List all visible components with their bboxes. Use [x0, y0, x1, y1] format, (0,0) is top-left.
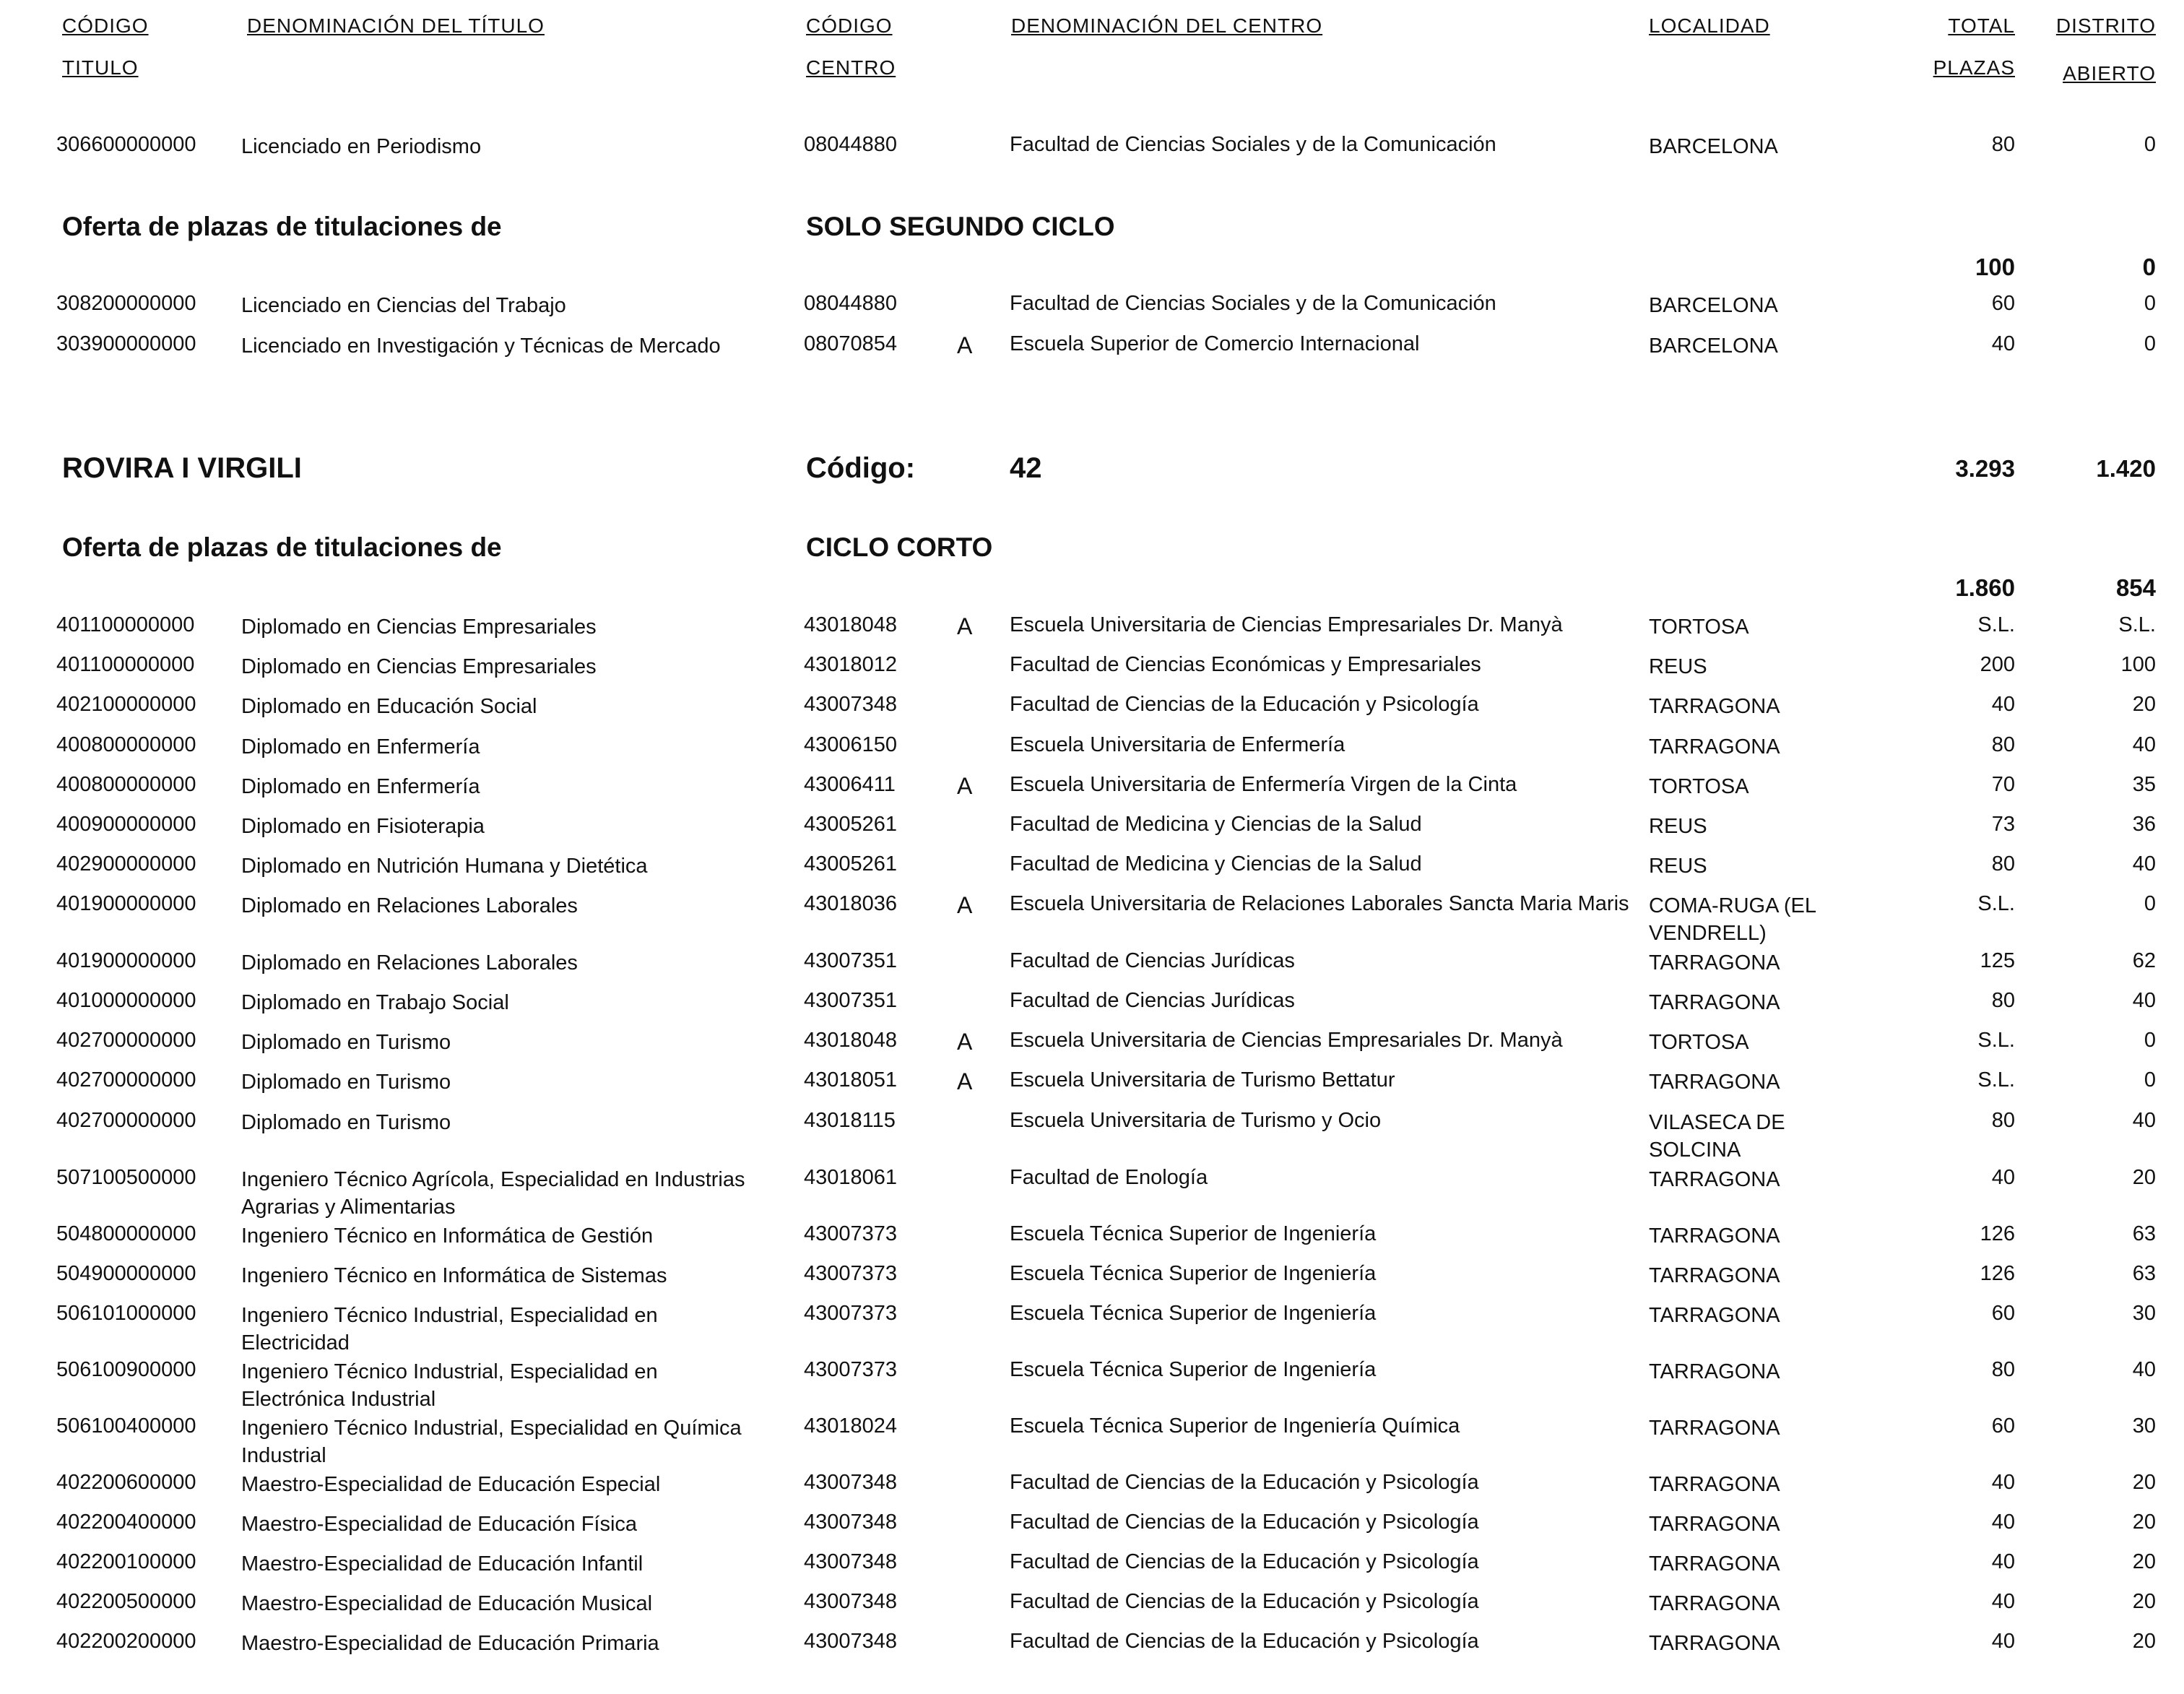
total-plazas: 40 — [1991, 1471, 2015, 1494]
localidad: REUS — [1649, 855, 1707, 878]
table-row — [0, 1358, 2184, 1411]
codigo-titulo: 504800000000 — [56, 1222, 196, 1245]
codigo-centro: 08044880 — [804, 133, 898, 156]
denominacion-titulo: Maestro-Especialidad de Educación Infantil — [241, 1552, 644, 1576]
codigo-titulo: 402200600000 — [56, 1471, 196, 1494]
localidad: TORTOSA — [1649, 1031, 1749, 1054]
codigo-titulo: 402200500000 — [56, 1590, 196, 1613]
codigo-centro: 43007351 — [804, 949, 898, 972]
localidad: TARRAGONA — [1649, 695, 1780, 718]
total-plazas: 40 — [1991, 1590, 2015, 1613]
table-row — [0, 989, 2184, 1029]
denominacion-titulo: Licenciado en Periodismo — [241, 135, 482, 158]
localidad: TARRAGONA — [1649, 1168, 1780, 1191]
localidad: TARRAGONA — [1649, 1592, 1780, 1615]
table-row — [0, 1511, 2184, 1551]
total-plazas: 126 — [1980, 1222, 2015, 1245]
distrito-abierto: 63 — [2132, 1222, 2156, 1245]
localidad: TARRAGONA — [1649, 1071, 1780, 1094]
section-heading-label: Oferta de plazas de titulaciones de — [62, 532, 502, 562]
total-plazas: S.L. — [1977, 613, 2015, 636]
codigo-centro: 43007373 — [804, 1222, 898, 1245]
codigo-centro: 43018024 — [804, 1414, 898, 1438]
total-plazas: 40 — [1991, 1166, 2015, 1189]
codigo-titulo: 400800000000 — [56, 733, 196, 756]
distrito-abierto: 30 — [2132, 1414, 2156, 1438]
table-row — [0, 1166, 2184, 1219]
table-row — [0, 813, 2184, 853]
total-plazas: 80 — [1991, 989, 2015, 1012]
codigo-titulo: 507100500000 — [56, 1166, 196, 1189]
codigo-titulo: 402700000000 — [56, 1109, 196, 1132]
header-codigo-centro-line1: CÓDIGO — [806, 14, 893, 37]
total-plazas: 80 — [1991, 1109, 2015, 1132]
adscrito-mark: A — [957, 773, 973, 799]
total-plazas: 126 — [1980, 1262, 2015, 1285]
header-total-line2: PLAZAS — [1933, 56, 2015, 79]
codigo-centro: 43018061 — [804, 1166, 898, 1189]
total-plazas: 40 — [1991, 693, 2015, 716]
denominacion-titulo: Maestro-Especialidad de Educación Física — [241, 1513, 638, 1536]
localidad: BARCELONA — [1649, 334, 1778, 358]
denominacion-centro: Facultad de Ciencias Sociales y de la Comunicación — [1010, 292, 1496, 315]
table-row — [0, 1414, 2184, 1467]
codigo-centro: 08044880 — [804, 292, 898, 315]
distrito-abierto: 40 — [2132, 989, 2156, 1012]
codigo-centro: 43005261 — [804, 852, 898, 876]
codigo-centro: 43007373 — [804, 1262, 898, 1285]
localidad: TARRAGONA — [1649, 735, 1780, 759]
codigo-titulo: 506100400000 — [56, 1414, 196, 1438]
denominacion-titulo: Licenciado en Ciencias del Trabajo — [241, 294, 566, 317]
denominacion-centro: Escuela Universitaria de Turismo Bettatur — [1010, 1068, 1395, 1092]
codigo-centro: 43018048 — [804, 1029, 898, 1052]
codigo-centro: 43007351 — [804, 989, 898, 1012]
denominacion-centro: Facultad de Ciencias de la Educación y Psicología — [1010, 693, 1479, 716]
codigo-titulo: 400900000000 — [56, 813, 196, 836]
denominacion-centro: Facultad de Enología — [1010, 1166, 1208, 1189]
table-row — [0, 1550, 2184, 1591]
total-plazas: S.L. — [1977, 892, 2015, 915]
localidad: TARRAGONA — [1649, 1264, 1780, 1287]
denominacion-centro: Escuela Universitaria de Relaciones Laborales Sancta Maria Maris — [1010, 892, 1629, 915]
codigo-titulo: 401100000000 — [56, 653, 195, 676]
adscrito-mark: A — [957, 1029, 973, 1055]
codigo-centro: 08070854 — [804, 332, 898, 355]
denominacion-centro: Facultad de Ciencias Jurídicas — [1010, 949, 1295, 972]
table-row — [0, 949, 2184, 990]
header-distrito-line2: ABIERTO — [2063, 62, 2156, 85]
codigo-titulo: 401900000000 — [56, 949, 196, 972]
total-plazas: 80 — [1991, 733, 2015, 756]
denominacion-titulo: Ingeniero Técnico en Informática de Sistemas — [241, 1264, 667, 1287]
adscrito-mark: A — [957, 332, 973, 358]
codigo-titulo: 402700000000 — [56, 1029, 196, 1052]
distrito-abierto: 20 — [2132, 1166, 2156, 1189]
denominacion-titulo: Diplomado en Relaciones Laborales — [241, 894, 578, 917]
section-distrito-abierto: 0 — [2142, 254, 2156, 280]
table-row — [0, 1302, 2184, 1354]
distrito-abierto: 35 — [2132, 773, 2156, 796]
localidad: VILASECA DE SOLCINA — [1649, 1111, 1785, 1162]
table-row — [0, 292, 2184, 332]
codigo-titulo: 306600000000 — [56, 133, 196, 156]
section-total-plazas: 100 — [1975, 254, 2015, 280]
denominacion-centro: Facultad de Ciencias Sociales y de la Comunicación — [1010, 133, 1496, 156]
section-total-plazas: 1.860 — [1955, 574, 2015, 601]
distrito-abierto: 0 — [2144, 1029, 2156, 1052]
localidad: TARRAGONA — [1649, 1417, 1780, 1440]
distrito-abierto: 0 — [2144, 292, 2156, 315]
table-row — [0, 1471, 2184, 1511]
codigo-centro: 43018115 — [804, 1109, 896, 1132]
denominacion-centro: Escuela Universitaria de Ciencias Empresariales Dr. Manyà — [1010, 613, 1563, 636]
total-plazas: 70 — [1991, 773, 2015, 796]
localidad: TARRAGONA — [1649, 1473, 1780, 1496]
denominacion-titulo: Ingeniero Técnico Industrial, Especialidad en Química Industrial — [241, 1417, 742, 1467]
denominacion-centro: Escuela Técnica Superior de Ingeniería — [1010, 1262, 1377, 1285]
total-plazas: 125 — [1980, 949, 2015, 972]
denominacion-titulo: Diplomado en Nutrición Humana y Dietética — [241, 855, 648, 878]
table-row — [0, 1262, 2184, 1302]
codigo-centro: 43006411 — [804, 773, 896, 796]
codigo-titulo: 308200000000 — [56, 292, 196, 315]
denominacion-centro: Escuela Técnica Superior de Ingeniería — [1010, 1222, 1377, 1245]
distrito-abierto: 36 — [2132, 813, 2156, 836]
localidad: REUS — [1649, 815, 1707, 838]
denominacion-centro: Facultad de Ciencias de la Educación y Psicología — [1010, 1630, 1479, 1653]
localidad: BARCELONA — [1649, 135, 1778, 158]
codigo-titulo: 401000000000 — [56, 989, 196, 1012]
header-codigo-centro-line2: CENTRO — [806, 56, 896, 79]
localidad: TARRAGONA — [1649, 991, 1780, 1014]
header-codigo-titulo-line2: TITULO — [62, 56, 139, 79]
denominacion-centro: Facultad de Ciencias de la Educación y Psicología — [1010, 1550, 1479, 1573]
codigo-titulo: 402200200000 — [56, 1630, 196, 1653]
header-total-line1: TOTAL — [1948, 14, 2015, 37]
codigo-centro: 43018048 — [804, 613, 898, 636]
denominacion-centro: Facultad de Ciencias de la Educación y Psicología — [1010, 1471, 1479, 1494]
codigo-titulo: 402700000000 — [56, 1068, 196, 1092]
codigo-centro: 43007348 — [804, 1550, 898, 1573]
distrito-abierto: 20 — [2132, 1630, 2156, 1653]
localidad: TARRAGONA — [1649, 1513, 1780, 1536]
header-codigo-centro — [806, 14, 896, 79]
localidad: TORTOSA — [1649, 615, 1749, 639]
denominacion-centro: Escuela Técnica Superior de Ingeniería Química — [1010, 1414, 1460, 1438]
total-plazas: 80 — [1991, 133, 2015, 156]
distrito-abierto: 20 — [2132, 1471, 2156, 1494]
total-plazas: 40 — [1991, 1511, 2015, 1534]
denominacion-centro: Facultad de Ciencias de la Educación y Psicología — [1010, 1590, 1479, 1613]
codigo-centro: 43018051 — [804, 1068, 898, 1092]
codigo-centro: 43007348 — [804, 1511, 898, 1534]
codigo-centro: 43007348 — [804, 693, 898, 716]
section-heading-type: SOLO SEGUNDO CICLO — [806, 212, 1115, 241]
codigo-centro: 43007373 — [804, 1358, 898, 1381]
denominacion-titulo: Ingeniero Técnico Industrial, Especialidad en Electrónica Industrial — [241, 1360, 658, 1411]
table-row — [0, 1222, 2184, 1263]
adscrito-mark: A — [957, 613, 973, 639]
header-distrito-abierto — [2029, 14, 2156, 85]
denominacion-titulo: Diplomado en Fisioterapia — [241, 815, 485, 838]
section-heading-label: Oferta de plazas de titulaciones de — [62, 212, 502, 241]
denominacion-titulo: Diplomado en Enfermería — [241, 735, 480, 759]
table-row — [0, 693, 2184, 733]
total-plazas: S.L. — [1977, 1029, 2015, 1052]
total-plazas: 80 — [1991, 852, 2015, 876]
codigo-titulo: 402100000000 — [56, 693, 196, 716]
total-plazas: 40 — [1991, 1550, 2015, 1573]
distrito-abierto: 40 — [2132, 1358, 2156, 1381]
header-denominacion-centro: DENOMINACIÓN DEL CENTRO — [1011, 14, 1323, 37]
denominacion-centro: Escuela Universitaria de Ciencias Empresariales Dr. Manyà — [1010, 1029, 1563, 1052]
denominacion-titulo: Ingeniero Técnico Industrial, Especialidad en Electricidad — [241, 1304, 658, 1354]
table-row — [0, 733, 2184, 774]
section-heading-type: CICLO CORTO — [806, 532, 993, 562]
denominacion-titulo: Licenciado en Investigación y Técnicas de Mercado — [241, 334, 721, 358]
codigo-titulo: 506101000000 — [56, 1302, 196, 1325]
total-plazas: 60 — [1991, 292, 2015, 315]
total-plazas: 60 — [1991, 1302, 2015, 1325]
table-row — [0, 773, 2184, 813]
codigo-titulo: 402200100000 — [56, 1550, 196, 1573]
codigo-titulo: 401100000000 — [56, 613, 195, 636]
denominacion-centro: Escuela Universitaria de Turismo y Ocio — [1010, 1109, 1382, 1132]
total-plazas: 40 — [1991, 332, 2015, 355]
header-total-plazas — [1907, 14, 2015, 79]
distrito-abierto: 40 — [2132, 1109, 2156, 1132]
denominacion-titulo: Diplomado en Turismo — [241, 1031, 451, 1054]
denominacion-centro: Facultad de Ciencias Económicas y Empresariales — [1010, 653, 1481, 676]
header-codigo-titulo — [62, 14, 149, 79]
denominacion-titulo: Diplomado en Enfermería — [241, 775, 480, 798]
university-name: ROVIRA I VIRGILI — [62, 452, 302, 484]
header-codigo-titulo-line1: CÓDIGO — [62, 14, 149, 37]
denominacion-titulo: Ingeniero Técnico Agrícola, Especialidad en Industrias Agrarias y Alimentarias — [241, 1168, 745, 1219]
denominacion-centro: Escuela Universitaria de Enfermería Virgen de la Cinta — [1010, 773, 1517, 796]
table-row — [0, 613, 2184, 654]
distrito-abierto: 62 — [2132, 949, 2156, 972]
codigo-titulo: 402900000000 — [56, 852, 196, 876]
section-distrito-abierto: 854 — [2115, 574, 2156, 601]
total-plazas: 40 — [1991, 1630, 2015, 1653]
distrito-abierto: 20 — [2132, 693, 2156, 716]
denominacion-centro: Facultad de Medicina y Ciencias de la Salud — [1010, 852, 1422, 876]
denominacion-centro: Facultad de Ciencias Jurídicas — [1010, 989, 1295, 1012]
distrito-abierto: 0 — [2144, 892, 2156, 915]
distrito-abierto: 63 — [2132, 1262, 2156, 1285]
total-plazas: 80 — [1991, 1358, 2015, 1381]
codigo-centro: 43018012 — [804, 653, 898, 676]
denominacion-titulo: Diplomado en Educación Social — [241, 695, 537, 718]
table-row — [0, 1068, 2184, 1109]
header-localidad: LOCALIDAD — [1649, 14, 1770, 37]
localidad: TARRAGONA — [1649, 1224, 1780, 1248]
localidad: TORTOSA — [1649, 775, 1749, 798]
denominacion-titulo: Diplomado en Turismo — [241, 1071, 451, 1094]
table-row — [0, 1590, 2184, 1630]
denominacion-centro: Facultad de Ciencias de la Educación y Psicología — [1010, 1511, 1479, 1534]
university-code-label: Código: — [806, 452, 916, 484]
table-row — [0, 852, 2184, 893]
denominacion-centro: Escuela Técnica Superior de Ingeniería — [1010, 1302, 1377, 1325]
codigo-centro: 43007348 — [804, 1630, 898, 1653]
distrito-abierto: 0 — [2144, 1068, 2156, 1092]
adscrito-mark: A — [957, 1068, 973, 1094]
distrito-abierto: 40 — [2132, 733, 2156, 756]
distrito-abierto: 40 — [2132, 852, 2156, 876]
localidad: REUS — [1649, 655, 1707, 678]
denominacion-centro: Escuela Superior de Comercio Internacional — [1010, 332, 1420, 355]
distrito-abierto: 20 — [2132, 1590, 2156, 1613]
university-code: 42 — [1010, 452, 1042, 484]
localidad: TARRAGONA — [1649, 951, 1780, 975]
distrito-abierto: 100 — [2120, 653, 2156, 676]
distrito-abierto: S.L. — [2118, 613, 2156, 636]
distrito-abierto: 20 — [2132, 1550, 2156, 1573]
denominacion-titulo: Diplomado en Ciencias Empresariales — [241, 655, 597, 678]
codigo-centro: 43006150 — [804, 733, 898, 756]
localidad: TARRAGONA — [1649, 1632, 1780, 1655]
table-row — [0, 133, 2184, 173]
denominacion-titulo: Maestro-Especialidad de Educación Primaria — [241, 1632, 659, 1655]
total-plazas: 73 — [1991, 813, 2015, 836]
localidad: TARRAGONA — [1649, 1552, 1780, 1576]
table-row — [0, 1109, 2184, 1162]
denominacion-centro: Escuela Universitaria de Enfermería — [1010, 733, 1346, 756]
distrito-abierto: 30 — [2132, 1302, 2156, 1325]
table-row — [0, 1630, 2184, 1670]
denominacion-centro: Escuela Técnica Superior de Ingeniería — [1010, 1358, 1377, 1381]
localidad: TARRAGONA — [1649, 1360, 1780, 1383]
total-plazas: 200 — [1980, 653, 2015, 676]
denominacion-titulo: Diplomado en Trabajo Social — [241, 991, 509, 1014]
adscrito-mark: A — [957, 892, 973, 918]
denominacion-titulo: Ingeniero Técnico en Informática de Gestión — [241, 1224, 654, 1248]
codigo-titulo: 400800000000 — [56, 773, 196, 796]
codigo-titulo: 401900000000 — [56, 892, 196, 915]
table-row — [0, 332, 2184, 373]
codigo-titulo: 504900000000 — [56, 1262, 196, 1285]
codigo-centro: 43018036 — [804, 892, 898, 915]
header-distrito-line1: DISTRITO — [2055, 14, 2156, 37]
distrito-abierto: 20 — [2132, 1511, 2156, 1534]
localidad: BARCELONA — [1649, 294, 1778, 317]
localidad: COMA-RUGA (EL VENDRELL) — [1649, 894, 1816, 945]
university-total-plazas: 3.293 — [1955, 455, 2015, 482]
codigo-centro: 43007348 — [804, 1471, 898, 1494]
denominacion-titulo: Maestro-Especialidad de Educación Musical — [241, 1592, 653, 1615]
codigo-titulo: 506100900000 — [56, 1358, 196, 1381]
denominacion-centro: Facultad de Medicina y Ciencias de la Salud — [1010, 813, 1422, 836]
distrito-abierto: 0 — [2144, 133, 2156, 156]
denominacion-titulo: Diplomado en Turismo — [241, 1111, 451, 1134]
codigo-centro: 43005261 — [804, 813, 898, 836]
table-row — [0, 653, 2184, 693]
denominacion-titulo: Diplomado en Ciencias Empresariales — [241, 615, 597, 639]
codigo-titulo: 402200400000 — [56, 1511, 196, 1534]
denominacion-titulo: Diplomado en Relaciones Laborales — [241, 951, 578, 975]
codigo-centro: 43007348 — [804, 1590, 898, 1613]
total-plazas: 60 — [1991, 1414, 2015, 1438]
table-row — [0, 1029, 2184, 1069]
localidad: TARRAGONA — [1649, 1304, 1780, 1327]
university-distrito-abierto: 1.420 — [2096, 455, 2156, 482]
table-row — [0, 892, 2184, 945]
denominacion-titulo: Maestro-Especialidad de Educación Especial — [241, 1473, 661, 1496]
codigo-centro: 43007373 — [804, 1302, 898, 1325]
distrito-abierto: 0 — [2144, 332, 2156, 355]
header-denominacion-titulo: DENOMINACIÓN DEL TÍTULO — [247, 14, 545, 37]
codigo-titulo: 303900000000 — [56, 332, 196, 355]
total-plazas: S.L. — [1977, 1068, 2015, 1092]
